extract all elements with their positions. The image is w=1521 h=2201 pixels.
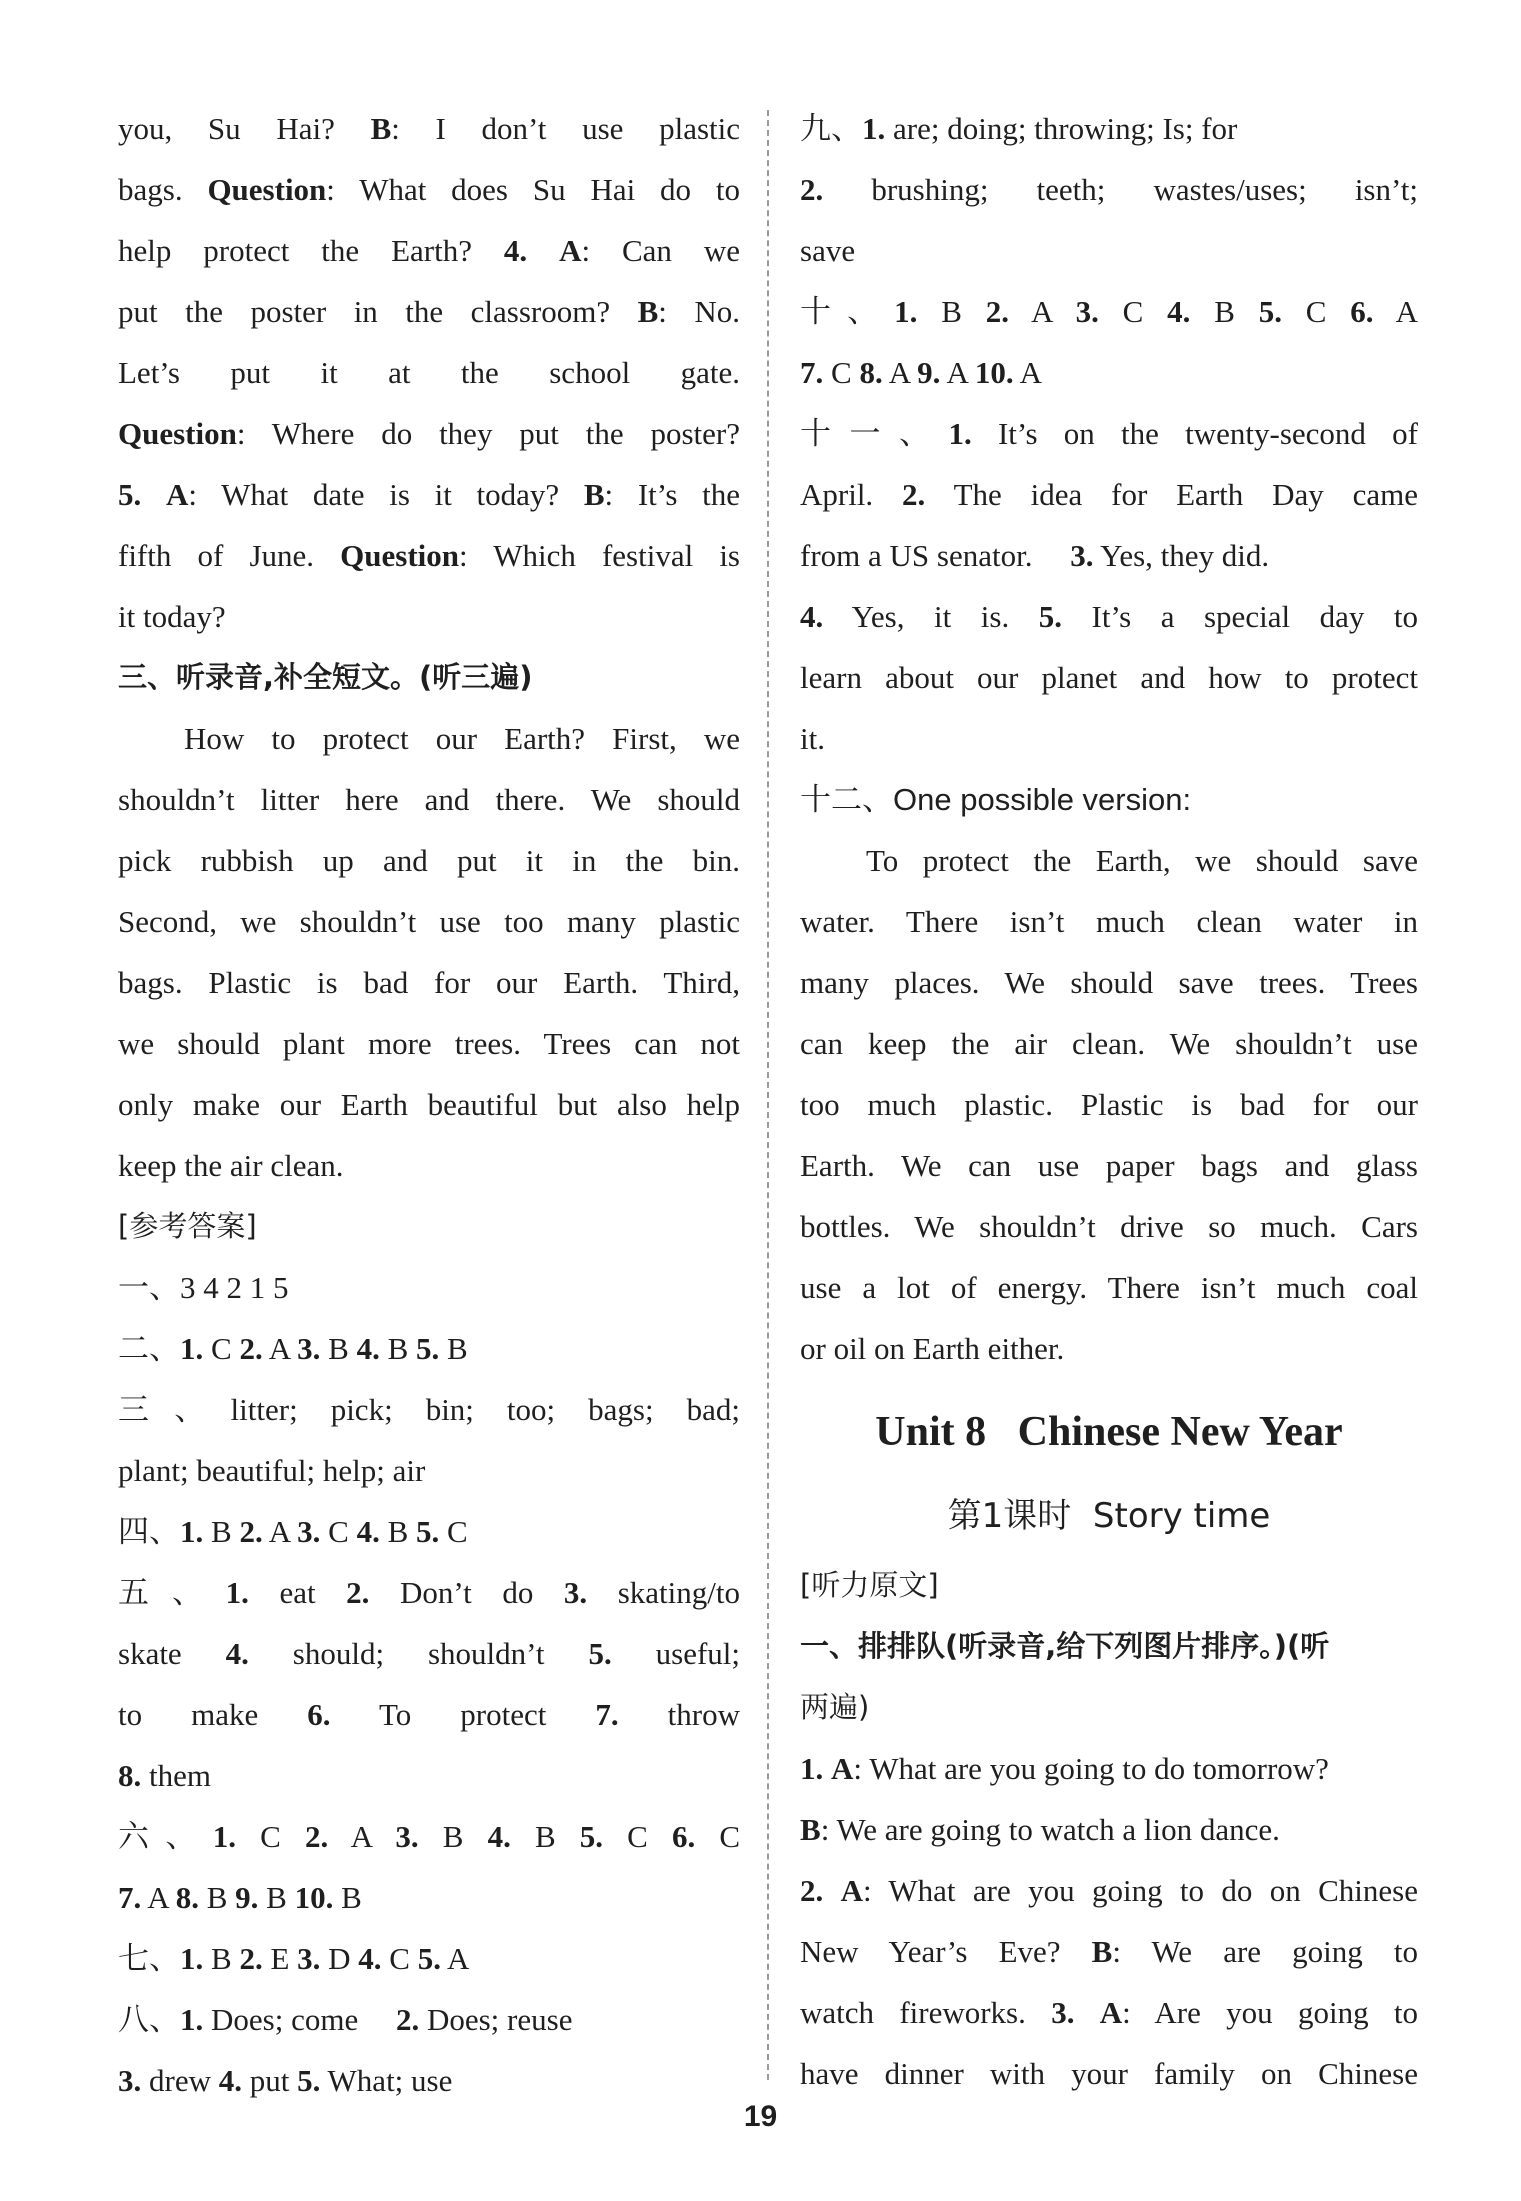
section-1-heading-cont: 两遍): [800, 1690, 870, 1724]
left-line-4: put the poster in the classroom? B: No.: [118, 294, 741, 329]
answer-10a: 十、1. B 2. A 3. C 4. B 5. C 6. A: [800, 294, 1418, 329]
answer-6b: 7. A 8. B 9. B 10. B: [118, 1880, 362, 1915]
left-line-6: Question: Where do they put the poster?: [118, 416, 740, 451]
dialogue-line: have dinner with your family on Chinese: [800, 2056, 1418, 2091]
left-line-7: 5. A: What date is it today? B: It’s the: [118, 477, 741, 512]
answer-9a: 九、1. are; doing; throwing; Is; for: [800, 111, 1238, 146]
passage-line: bags. Plastic is bad for our Earth. Third,: [118, 965, 740, 1000]
answer-8a: 八、1. Does; come 2. Does; reuse: [118, 2002, 573, 2037]
passage-line: How to protect our Earth? First, we: [184, 721, 740, 756]
column-divider: [767, 110, 769, 2080]
essay-line: To protect the Earth, we should save: [866, 843, 1418, 878]
answer-11f: it.: [800, 721, 825, 756]
answer-2: 二、1. C 2. A 3. B 4. B 5. B: [118, 1331, 468, 1366]
answer-11b: April. 2. The idea for Earth Day came: [800, 477, 1418, 512]
answer-8b: 3. drew 4. put 5. What; use: [118, 2063, 453, 2098]
lesson-title: 第1课时 Story time: [947, 1496, 1271, 1536]
dialogue-line: watch fireworks. 3. A: Are you going to: [800, 1995, 1418, 2030]
left-line-8: fifth of June. Question: Which festival is: [118, 538, 740, 573]
section-3-heading: 三、听录音,补全短文。(听三遍): [118, 660, 533, 694]
answer-5a: 五、1. eat 2. Don’t do 3. skating/to: [118, 1575, 741, 1610]
answer-5c: to make 6. To protect 7. throw: [118, 1697, 741, 1732]
left-line-3: help protect the Earth? 4. A: Can we: [118, 233, 740, 268]
answer-6a: 六、1. C 2. A 3. B 4. B 5. C 6. C: [118, 1819, 741, 1854]
dialogue-line: 2. A: What are you going to do on Chinese: [800, 1873, 1418, 1908]
passage-line: only make our Earth beautiful but also help: [118, 1087, 740, 1122]
answers-heading: [参考答案]: [118, 1209, 257, 1243]
left-line-1: you, Su Hai? B: I don’t use plastic: [118, 111, 741, 146]
left-line-2: bags. Question: What does Su Hai do to: [118, 172, 741, 207]
page-number: 19: [743, 2100, 778, 2133]
answer-3a: 三、litter; pick; bin; too; bags; bad;: [118, 1392, 740, 1427]
dialogue-line: 1. A: What are you going to do tomorrow?: [800, 1751, 1329, 1786]
answer-5d: 8. them: [118, 1758, 211, 1793]
answer-11a: 十一、1. It’s on the twenty-second of: [800, 416, 1418, 451]
answer-7: 七、1. B 2. E 3. D 4. C 5. A: [118, 1941, 470, 1976]
answer-1: 一、3 4 2 1 5: [118, 1270, 289, 1305]
essay-line: use a lot of energy. There isn’t much coal: [800, 1270, 1418, 1305]
left-line-9: it today?: [118, 599, 226, 634]
left-column: [118, 98, 740, 2111]
passage-line: we should plant more trees. Trees can not: [118, 1026, 740, 1061]
passage-line: shouldn’t litter here and there. We should: [118, 782, 740, 817]
essay-line: Earth. We can use paper bags and glass: [800, 1148, 1418, 1183]
answer-4: 四、1. B 2. A 3. C 4. B 5. C: [118, 1514, 468, 1549]
dialogue-line: New Year’s Eve? B: We are going to: [800, 1934, 1419, 1969]
answer-11e: learn about our planet and how to protect: [800, 660, 1418, 695]
answer-9c: save: [800, 233, 856, 268]
essay-line: many places. We should save trees. Trees: [800, 965, 1418, 1000]
essay-line: can keep the air clean. We shouldn’t use: [800, 1026, 1418, 1061]
passage-line: Second, we shouldn’t use too many plastic: [118, 904, 740, 939]
unit-title: Unit 8 Chinese New Year: [875, 1409, 1343, 1455]
listening-heading: [听力原文]: [800, 1568, 939, 1602]
passage-line: keep the air clean.: [118, 1148, 344, 1183]
answer-11c: from a US senator. 3. Yes, they did.: [800, 538, 1270, 573]
section-1-heading: 一、排排队(听录音,给下列图片排序。)(听: [800, 1629, 1330, 1663]
right-column: [800, 98, 1418, 2104]
dialogue-line: B: We are going to watch a lion dance.: [800, 1812, 1280, 1847]
passage-line: pick rubbish up and put it in the bin.: [118, 843, 740, 878]
answer-12-heading: 十二、One possible version:: [800, 782, 1192, 817]
answer-11d: 4. Yes, it is. 5. It’s a special day to: [800, 599, 1419, 634]
essay-line: or oil on Earth either.: [800, 1331, 1065, 1366]
essay-line: water. There isn’t much clean water in: [800, 904, 1418, 939]
answer-10b: 7. C 8. A 9. A 10. A: [800, 355, 1043, 390]
left-line-5: Let’s put it at the school gate.: [118, 355, 740, 390]
answer-5b: skate 4. should; shouldn’t 5. useful;: [118, 1636, 741, 1671]
answer-3b: plant; beautiful; help; air: [118, 1453, 426, 1488]
essay-line: bottles. We shouldn’t drive so much. Cars: [800, 1209, 1418, 1244]
answer-9b: 2. brushing; teeth; wastes/uses; isn’t;: [800, 172, 1418, 207]
essay-line: too much plastic. Plastic is bad for our: [800, 1087, 1418, 1122]
